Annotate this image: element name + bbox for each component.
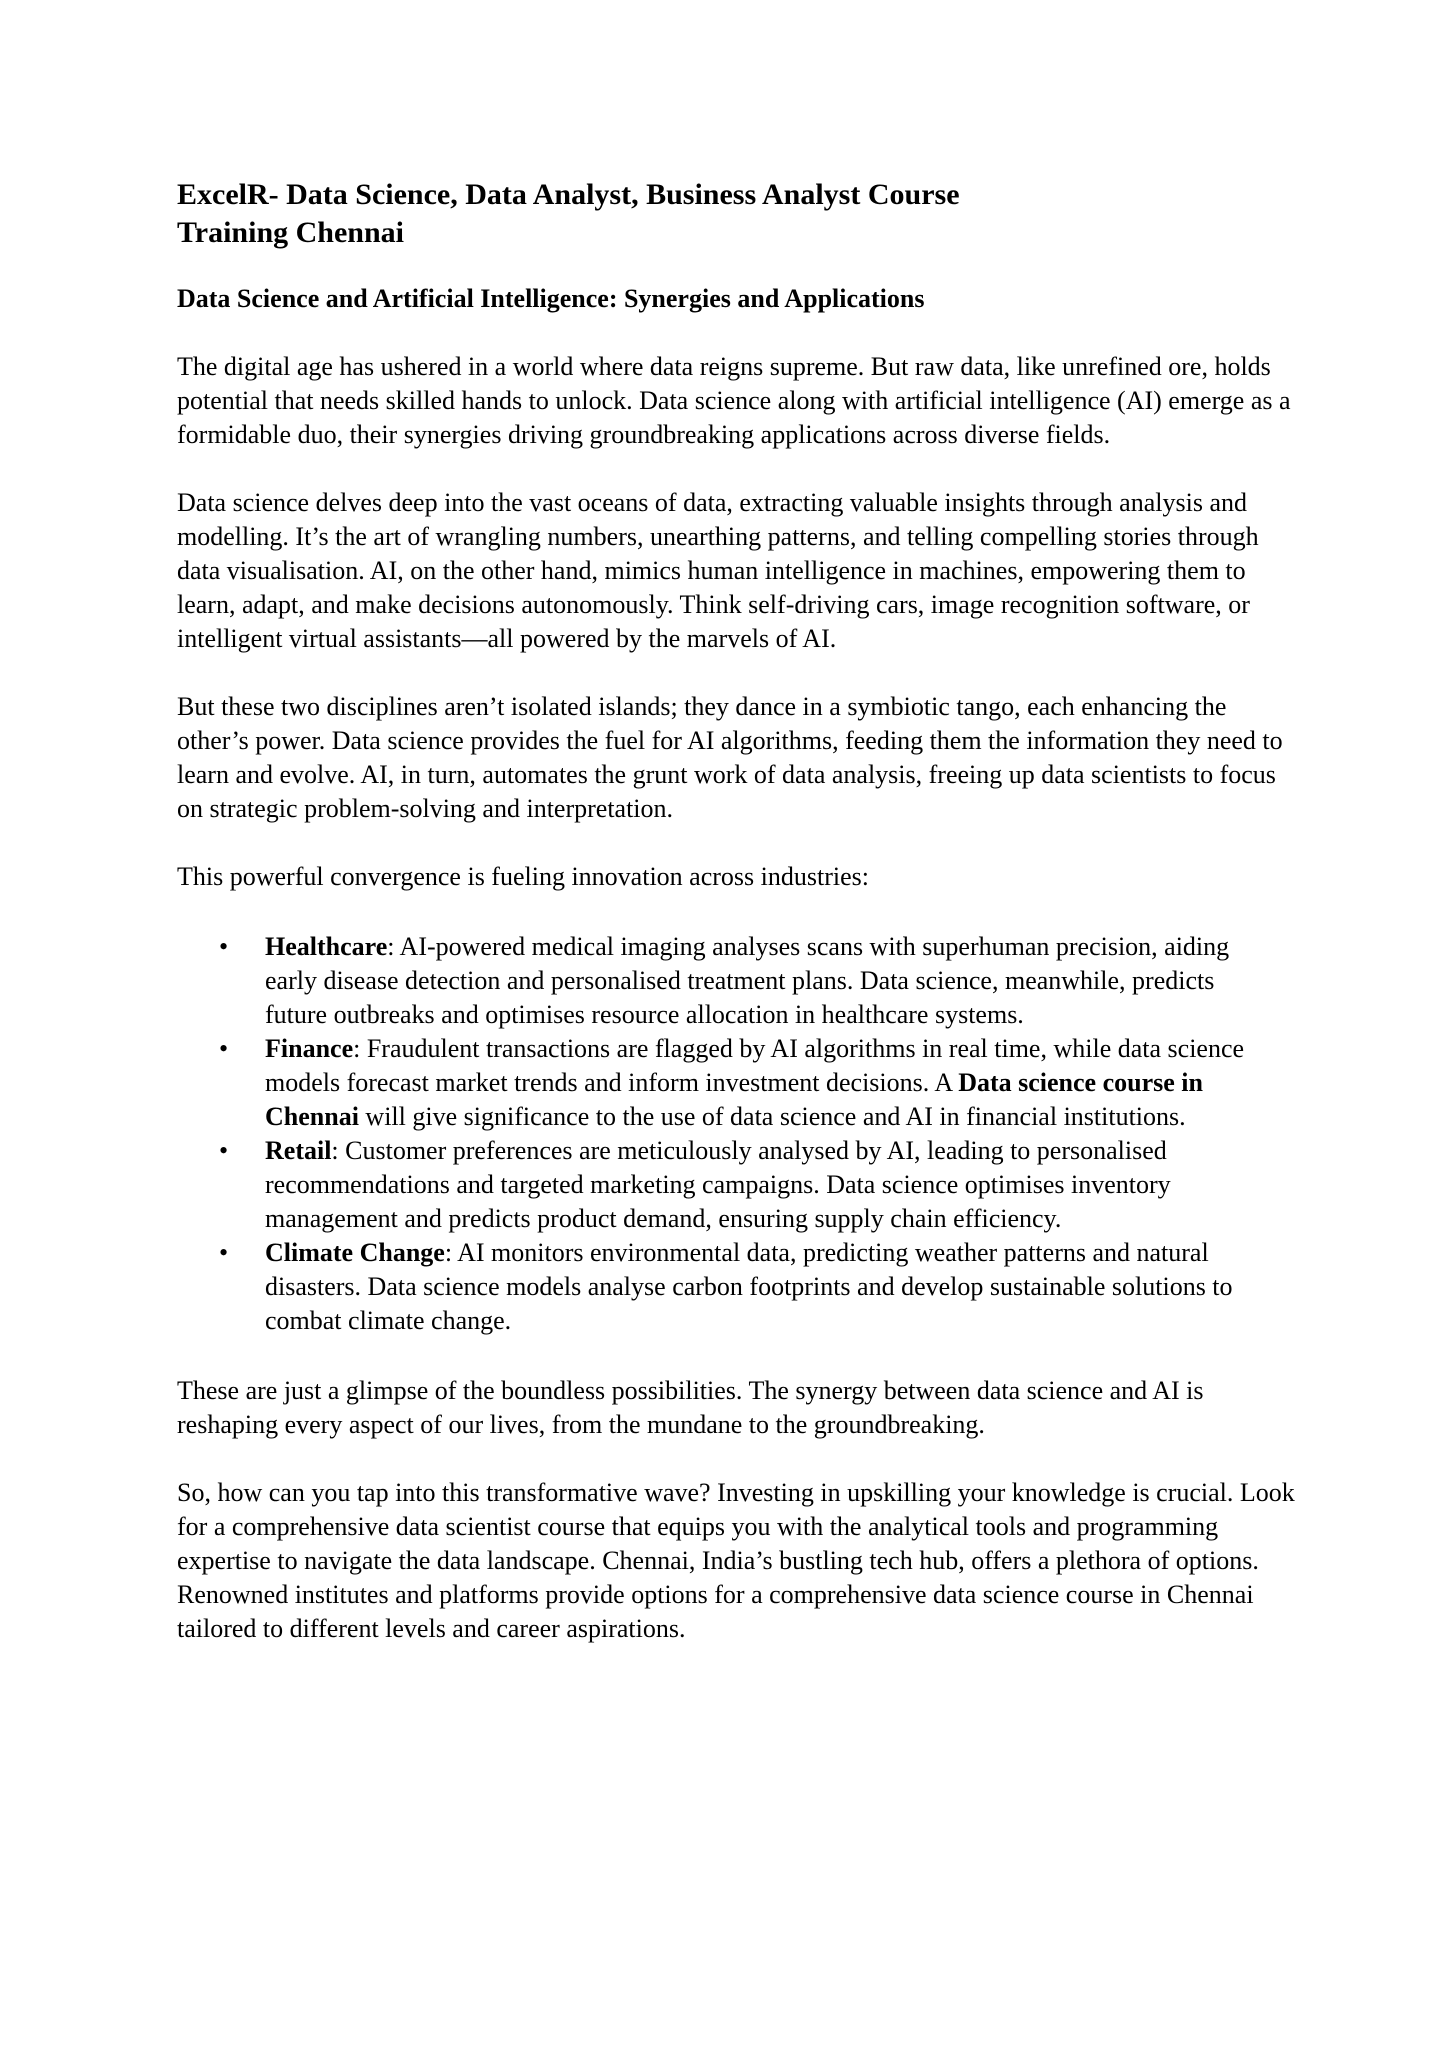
list-item-retail <box>177 1134 1297 1236</box>
bullet-icon: • <box>219 1238 229 1267</box>
list-item-term: Retail <box>265 1136 332 1165</box>
article-subtitle: Data Science and Artificial Intelligence: Synergies and Applications <box>177 284 925 313</box>
list-item-term: Finance <box>265 1034 354 1063</box>
list-item-term: Climate Change <box>265 1238 445 1267</box>
list-item-term: Healthcare <box>265 932 388 961</box>
title-line-2: Training Chennai <box>177 216 405 249</box>
list-item-healthcare <box>177 930 1297 1032</box>
document-title <box>177 176 1297 252</box>
course-link[interactable]: Data science course in Chennai <box>265 1068 1203 1131</box>
paragraph-intro: The digital age has ushered in a world where data reigns supreme. But raw data, like unrefined ore, holds potential that needs skilled hands to unlock. Data science along with artificial intelligence (AI) emerge as a formidable duo, their synergies driving groundbreaking applications across diverse fields. <box>177 352 1291 449</box>
bullet-icon: • <box>219 932 229 961</box>
paragraph-upskilling: So, how can you tap into this transformative wave? Investing in upskilling your knowledge is crucial. Look for a comprehensive data scientist course that equips you with the analytical tools and programming expertise to navigate the data landscape. Chennai, India’s bustling tech hub, offers a plethora of options. Renowned institutes and platforms provide options for a comprehensive data science course in Chennai tailored to different levels and career aspirations. <box>177 1478 1295 1643</box>
bullet-icon: • <box>219 1034 229 1063</box>
list-item-text: : AI-powered medical imaging analyses scans with superhuman precision, aiding early disease detection and personalised treatment plans. Data science, meanwhile, predicts future outbreaks and optimises resource allocation in healthcare systems. <box>265 932 1230 1029</box>
paragraph-convergence: This powerful convergence is fueling innovation across industries: <box>177 862 869 891</box>
list-item-climate-change <box>177 1236 1297 1338</box>
paragraph-data-science-ai: Data science delves deep into the vast oceans of data, extracting valuable insights through analysis and modelling. It’s the art of wrangling numbers, unearthing patterns, and telling compelling stories through data visualisation. AI, on the other hand, mimics human intelligence in machines, empowering them to learn, adapt, and make decisions autonomously. Think self-driving cars, image recognition software, or intelligent virtual assistants—all powered by the marvels of AI. <box>177 488 1259 653</box>
paragraph-possibilities: These are just a glimpse of the boundless possibilities. The synergy between data science and AI is reshaping every aspect of our lives, from the mundane to the groundbreaking. <box>177 1376 1204 1439</box>
paragraph-synergy: But these two disciplines aren’t isolated islands; they dance in a symbiotic tango, each enhancing the other’s power. Data science provides the fuel for AI algorithms, feeding them the information they need to learn and evolve. AI, in turn, automates the grunt work of data analysis, freeing up data scientists to focus on strategic problem-solving and interpretation. <box>177 692 1283 823</box>
document-page <box>177 176 1297 1646</box>
title-line-1: ExcelR- Data Science, Data Analyst, Business Analyst Course <box>177 178 960 211</box>
industries-list <box>177 930 1297 1338</box>
list-item-text-after: will give significance to the use of data science and AI in financial institutions. <box>358 1102 1186 1131</box>
list-item-finance <box>177 1032 1297 1134</box>
list-item-text: : Fraudulent transactions are flagged by AI algorithms in real time, while data science models forecast market trends and inform investment decisions. A <box>265 1034 1245 1097</box>
list-item-text: : AI monitors environmental data, predicting weather patterns and natural disasters. Data science models analyse carbon footprints and develop sustainable solutions to combat climate change. <box>265 1238 1233 1335</box>
bullet-icon: • <box>219 1136 229 1165</box>
list-item-text: : Customer preferences are meticulously analysed by AI, leading to personalised recommendations and targeted marketing campaigns. Data science optimises inventory management and predicts product demand, ensuring supply chain efficiency. <box>265 1136 1171 1233</box>
